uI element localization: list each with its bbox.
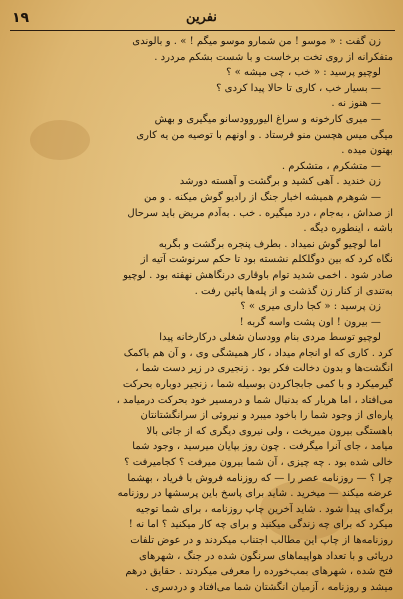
text-line: میامد ، جای آنرا میگرفت . چون روز بپایان میرسید ، وجود شما bbox=[132, 441, 393, 453]
text-line: اما لوچیو گوش نمیداد . بطرف پنجره برگشت و بگربه bbox=[158, 238, 381, 250]
text-line: چرا ؟ — روزنامه عصر را — که روزنامه فروش با فریاد ، بهشما bbox=[127, 472, 393, 484]
text-line: — بسیار خب ، کاری تا حالا پیدا کردی ؟ bbox=[216, 82, 381, 94]
text-line: کرد . کاری که او انجام میداد ، کار همیشگی وی ، و آن هم باکمک bbox=[123, 347, 393, 359]
text-line: برگه‌ای پیدا شود . شاید آخرین چاپ روزنامه ، برای شما توجیه bbox=[135, 503, 393, 515]
text-line: از صداش ، به‌جام ، درد میگیره . خب . به‌آدم مریض باید سرحال bbox=[127, 207, 393, 219]
text-line: به‌تندی از کنار زن گذشت و از پله‌ها پائین رفت . bbox=[194, 285, 393, 297]
text-line: — شوهرم همیشه اخبار جنگ از رادیو گوش میکنه . و من bbox=[143, 191, 381, 203]
text-line: گیرمیکرد و با کمی جابجاکردن بوسیله شما ، زنجیر دوباره بحرکت bbox=[122, 379, 393, 391]
text-line: — میری کارخونه و سراغ الیوروودسانو میگیری و بهش bbox=[154, 113, 381, 125]
text-line: میکرد که برای چه زندگی میکنید و برای چه کار میکنید ؟ اما نه ! bbox=[128, 519, 393, 531]
text-line: لوچیو توسط مردی بنام وودسان شغلی درکارخانه پیدا bbox=[159, 332, 381, 344]
text-line: نگاه کرد که بین دوگلکلم نشسته بود تا حکم سرنوشت آتیه از bbox=[140, 254, 393, 266]
text-line: پاره‌ای از وجود شما را باخود میبرد و نیروئی از سرانگشتانتان bbox=[140, 410, 393, 422]
text-line: باشه ، اینطوره دیگه . bbox=[303, 223, 393, 235]
text-line: فتح شده ، شهرهای بمب‌خورده را معرفی میکردند . حقایق درهم bbox=[125, 566, 393, 578]
text-line: روزنامه‌ها از چاپ این مطالب اجتناب میکردند و در عوض تلفات bbox=[130, 535, 393, 546]
text-line: میگی میس هچسن منو فرستاد . و اونهم با توصیه من یه کاری bbox=[136, 129, 393, 141]
text-line: می‌افتاد ، اما هربار که بدنبال شما و درمسیر خود بحرکت درمیامد ، bbox=[116, 394, 393, 406]
text-line: دریائی و با تعداد هواپیماهای سرنگون شده در جنگ ، شهرهای bbox=[138, 550, 393, 562]
text-line: عرضه میکند — میخرید . شاید برای پاسخ باین پرسشها در روزنامه bbox=[117, 488, 393, 500]
page-title: نفرین bbox=[186, 10, 217, 25]
text-line: بهتون میده . bbox=[341, 145, 393, 157]
text-line: متفکرانه از روی تخت برخاست و با شست بشکم مردرد . bbox=[154, 51, 393, 63]
text-line: — متشکرم ، متشکرم . bbox=[281, 160, 381, 172]
page-number: ۱۹ bbox=[12, 10, 30, 26]
body-text bbox=[12, 34, 393, 593]
text-line: میشد و روزنامه ، آزمیان انگشتان شما می‌افتاد و دردسری . bbox=[145, 581, 393, 593]
header-rule bbox=[10, 30, 395, 31]
text-line: زن پرسید : « کجا داری میری » ؟ bbox=[240, 301, 381, 313]
text-line: زن گفت : « موسو ! من شمارو موسو میگم ! » . و بالوندی bbox=[132, 36, 381, 47]
text-line: — بیرون ! اون پشت واسه گربه ! bbox=[239, 316, 381, 328]
text-line: — هنوز نه . bbox=[331, 98, 381, 110]
text-line: باهستگی بیرون میریخت ، ولی نیروی دیگری که از جائی بالا bbox=[146, 425, 393, 437]
text-line: زن خندید . آهی کشید و برگشت و آهسته دورشد bbox=[179, 176, 381, 188]
text-line: لوچیو پرسید : « خب ، چی میشه » ؟ bbox=[226, 67, 381, 79]
text-line: صادر شود . اخمی شدید توام باوقاری درنگاهش نهفته بود . لوچیو bbox=[123, 269, 393, 281]
text-line: انگشت‌ها و بدون دخالت فکر بود . زنجیری در زیر دست شما ، bbox=[135, 363, 393, 375]
page-header bbox=[0, 4, 403, 34]
text-line: خالی شده بود . چه چیزی ، آن شما بیرون میرفت ؟ کجامیرفت ؟ bbox=[124, 457, 393, 469]
